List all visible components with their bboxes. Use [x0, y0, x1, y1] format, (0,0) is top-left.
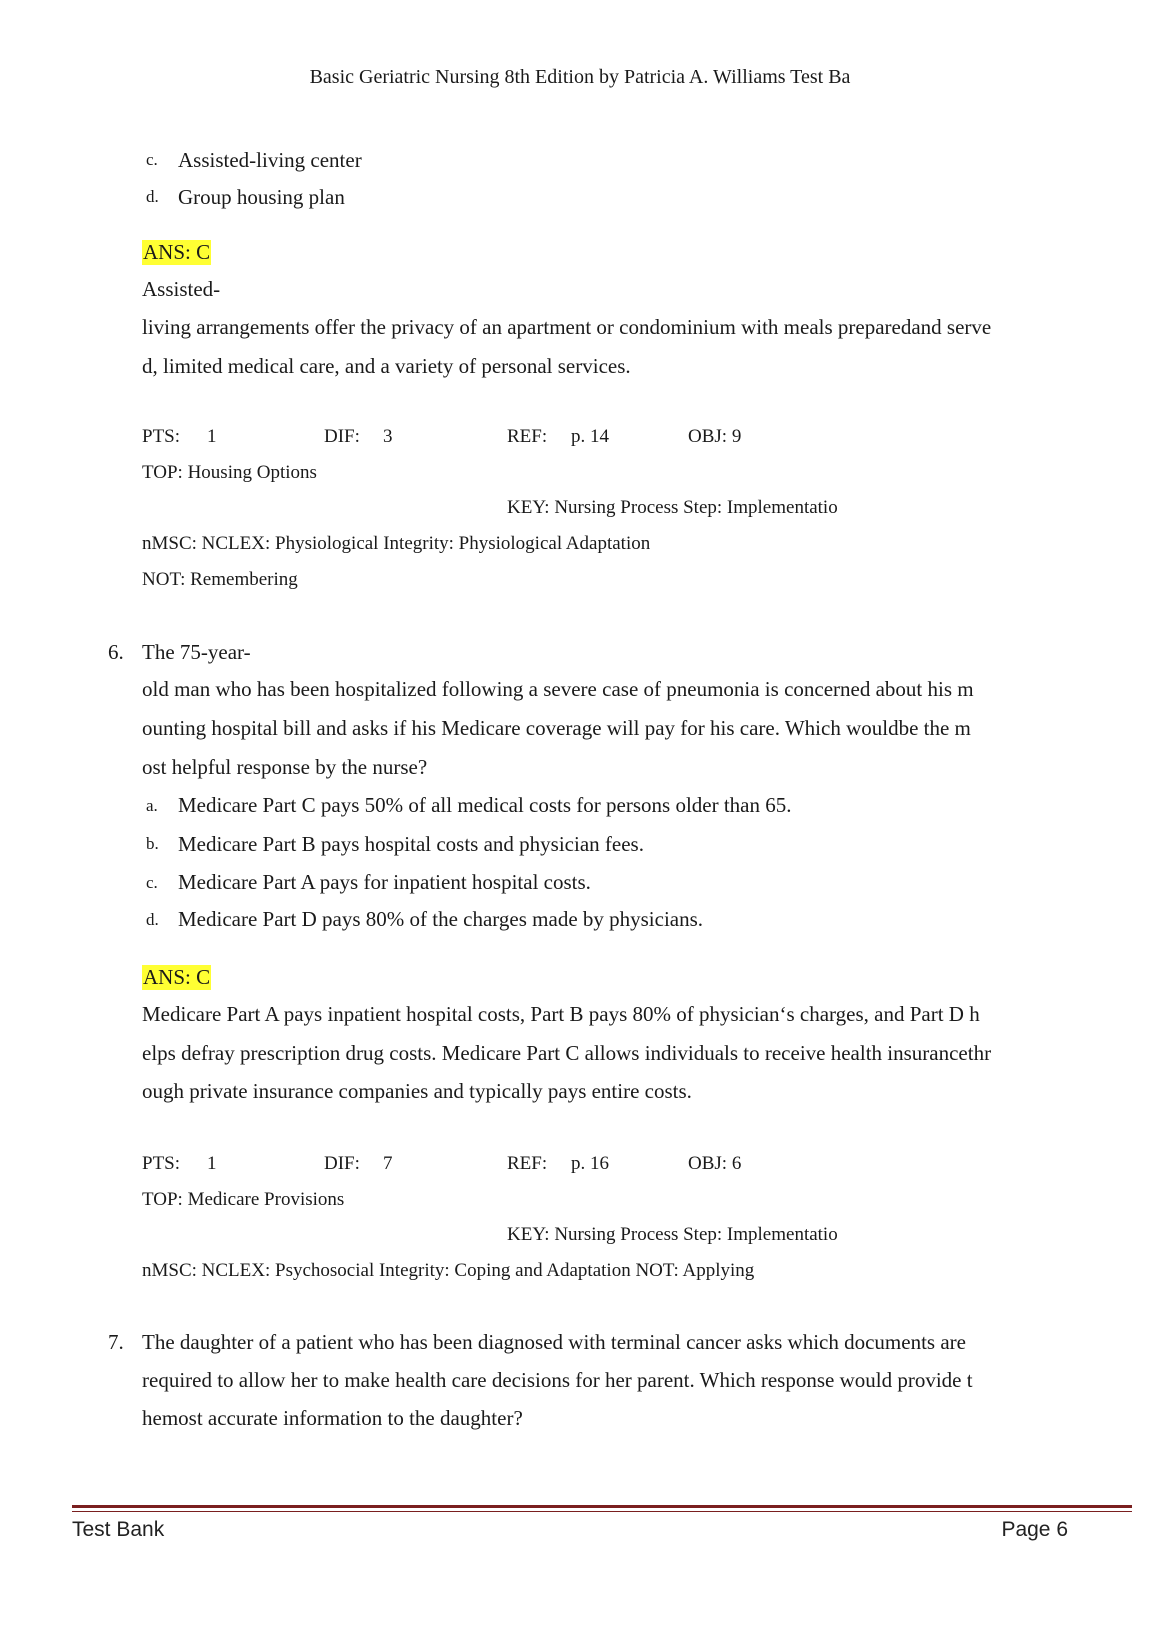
option-letter: a. — [146, 796, 158, 815]
question-number: 6. — [108, 640, 124, 664]
option-text: Medicare Part C pays 50% of all medical costs for persons older than 65. — [178, 793, 792, 817]
key-field: KEY: Nursing Process Step: Implementatio — [507, 1224, 838, 1245]
footer-rule-thin — [72, 1511, 1132, 1512]
option-letter: d. — [146, 187, 159, 206]
rationale-line: Assisted- — [142, 277, 221, 301]
stem-line: hemost accurate information to the daughter? — [142, 1406, 523, 1430]
option-text: Medicare Part A pays for inpatient hospital costs. — [178, 870, 591, 894]
stem-line: required to allow her to make health care decisions for her parent. Which response would provide t — [142, 1368, 973, 1392]
ref-label: REF: — [507, 426, 548, 447]
dif-label: DIF: — [324, 426, 360, 447]
option-letter: c. — [146, 150, 158, 169]
stem-line: ounting hospital bill and asks if his Medicare coverage will pay for his care. Which wouldbe the m — [142, 716, 971, 740]
obj-field: OBJ: 6 — [688, 1153, 742, 1174]
msc-field: nMSC: NCLEX: Physiological Integrity: Physiological Adaptation — [142, 533, 651, 554]
footer-rule-thick — [72, 1505, 1132, 1508]
rationale-line: d, limited medical care, and a variety of personal services. — [142, 354, 631, 378]
running-header: Basic Geriatric Nursing 8th Edition by Patricia A. Williams Test Ba — [309, 66, 851, 88]
dif-label: DIF: — [324, 1153, 360, 1174]
footer-left: Test Bank — [72, 1518, 165, 1541]
rationale-line: Medicare Part A pays inpatient hospital costs, Part B pays 80% of physician‘s charges, and Part D h — [142, 1002, 980, 1026]
pts-value: 1 — [207, 426, 217, 447]
stem-line: The daughter of a patient who has been diagnosed with terminal cancer asks which documents are — [142, 1330, 966, 1354]
not-field: NOT: Remembering — [142, 569, 298, 590]
option-letter: c. — [146, 873, 158, 892]
ref-value: p. 14 — [571, 426, 609, 447]
question-number: 7. — [108, 1330, 124, 1354]
pts-label: PTS: — [142, 1153, 181, 1174]
option-text: Group housing plan — [178, 185, 345, 209]
answer-highlight: ANS: C — [143, 240, 211, 264]
rationale-line: living arrangements offer the privacy of an apartment or condominium with meals preparedand serve — [142, 315, 992, 339]
pts-value: 1 — [207, 1153, 217, 1174]
pts-label: PTS: — [142, 426, 181, 447]
obj-field: OBJ: 9 — [688, 426, 742, 447]
option-letter: d. — [146, 910, 159, 929]
dif-value: 3 — [383, 426, 393, 447]
topic-field: TOP: Housing Options — [142, 462, 317, 483]
ref-label: REF: — [507, 1153, 548, 1174]
stem-line: ost helpful response by the nurse? — [142, 755, 428, 779]
option-text: Assisted-living center — [178, 148, 362, 172]
option-letter: b. — [146, 834, 159, 853]
option-text: Medicare Part D pays 80% of the charges made by physicians. — [178, 907, 704, 931]
topic-field: TOP: Medicare Provisions — [142, 1189, 345, 1210]
rationale-line: ough private insurance companies and typically pays entire costs. — [142, 1079, 692, 1103]
key-field: KEY: Nursing Process Step: Implementatio — [507, 497, 838, 518]
msc-field: nMSC: NCLEX: Psychosocial Integrity: Coping and Adaptation NOT: Applying — [142, 1260, 755, 1281]
stem-line: old man who has been hospitalized following a severe case of pneumonia is concerned about his m — [142, 677, 974, 701]
ref-value: p. 16 — [571, 1153, 609, 1174]
rationale-line: elps defray prescription drug costs. Medicare Part C allows individuals to receive health insurancethr — [142, 1041, 992, 1065]
answer-highlight: ANS: C — [143, 965, 211, 989]
option-text: Medicare Part B pays hospital costs and physician fees. — [178, 832, 644, 856]
dif-value: 7 — [383, 1153, 393, 1174]
stem-line: The 75-year- — [142, 640, 251, 664]
page-number: Page 6 — [1001, 1518, 1068, 1541]
